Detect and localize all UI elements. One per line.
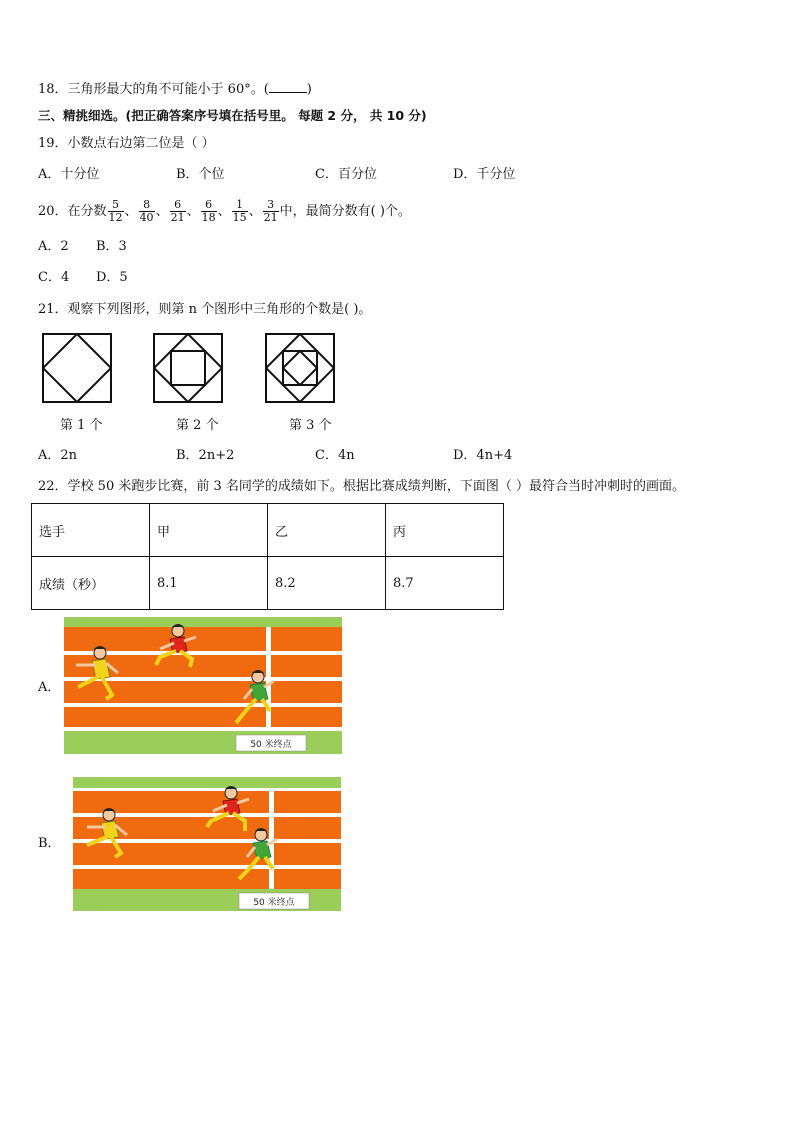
race-picture-a[interactable] — [64, 617, 342, 754]
table-row — [32, 557, 504, 610]
q20-suffix: 中，最简分数有( )个。 — [279, 204, 411, 219]
separator: 、 — [248, 204, 262, 219]
table-cell: 8.7 — [386, 557, 504, 610]
separator: 、 — [155, 204, 169, 219]
question-22-stem: 22．学校 50 米跑步比赛，前 3 名同学的成绩如下。根据比赛成绩判断，下面图（ ）最符合当时冲刺时的画面。 — [38, 479, 686, 494]
race-picture-b[interactable] — [73, 777, 341, 911]
q21-option-d[interactable]: D．4n+4 — [453, 448, 513, 463]
picture-b-label[interactable]: B． — [38, 836, 61, 851]
table-cell: 8.1 — [150, 557, 268, 610]
question-18-close: ) — [306, 82, 312, 97]
fraction-1: $\frac{5}{12}$ — [108, 198, 123, 224]
figure-3 — [265, 333, 335, 403]
table-cell: 丙 — [386, 504, 504, 557]
q20-option-c[interactable]: C．4 — [38, 270, 70, 285]
figure-3-caption: 第 3 个 — [289, 418, 332, 433]
question-18-text: 18．三角形最大的角不可能小于 60°。( — [38, 82, 269, 97]
q19-option-d[interactable]: D．千分位 — [453, 167, 516, 182]
question-19-stem: 19．小数点右边第二位是（ ） — [38, 136, 215, 151]
answer-blank[interactable] — [269, 92, 307, 93]
table-cell: 甲 — [150, 504, 268, 557]
q20-option-b[interactable]: B．3 — [96, 239, 127, 254]
fraction-6: $\frac{3}{21}$ — [263, 198, 278, 224]
finish-label: 50 米终点 — [250, 740, 292, 750]
q20-prefix: 20．在分数 — [38, 204, 107, 219]
separator: 、 — [217, 204, 231, 219]
picture-a-label[interactable]: A． — [38, 680, 61, 695]
question-18 — [38, 80, 312, 100]
fraction-5: $\frac{1}{15}$ — [232, 198, 247, 224]
figure-1 — [42, 333, 112, 403]
fraction-4: $\frac{6}{18}$ — [201, 198, 216, 224]
table-header-row — [32, 504, 504, 557]
q19-option-a[interactable]: A．十分位 — [38, 167, 100, 182]
q21-option-a[interactable]: A．2n — [38, 448, 78, 463]
q21-option-c[interactable]: C．4n — [315, 448, 355, 463]
separator: 、 — [186, 204, 200, 219]
q21-option-b[interactable]: B．2n+2 — [176, 448, 235, 463]
fraction-3: $\frac{6}{21}$ — [170, 198, 185, 224]
fraction-2: $\frac{8}{40}$ — [139, 198, 154, 224]
figure-2 — [153, 333, 223, 403]
table-cell: 8.2 — [268, 557, 386, 610]
q19-option-b[interactable]: B．个位 — [176, 167, 225, 182]
q19-option-c[interactable]: C．百分位 — [315, 167, 377, 182]
table-cell: 成绩（秒） — [32, 557, 150, 610]
separator: 、 — [124, 204, 138, 219]
question-21-stem: 21．观察下列图形，则第 n 个图形中三角形的个数是( )。 — [38, 302, 372, 317]
table-cell: 选手 — [32, 504, 150, 557]
section-heading: 三、精挑细选。(把正确答案序号填在括号里。 每题 2 分， 共 10 分) — [38, 108, 427, 123]
figure-1-caption: 第 1 个 — [60, 418, 103, 433]
q20-option-d[interactable]: D．5 — [96, 270, 128, 285]
question-20-stem — [38, 198, 411, 226]
q20-option-a[interactable]: A．2 — [38, 239, 69, 254]
finish-label: 50 米终点 — [253, 898, 295, 908]
figure-2-caption: 第 2 个 — [176, 418, 219, 433]
table-cell: 乙 — [268, 504, 386, 557]
results-table — [31, 503, 504, 610]
